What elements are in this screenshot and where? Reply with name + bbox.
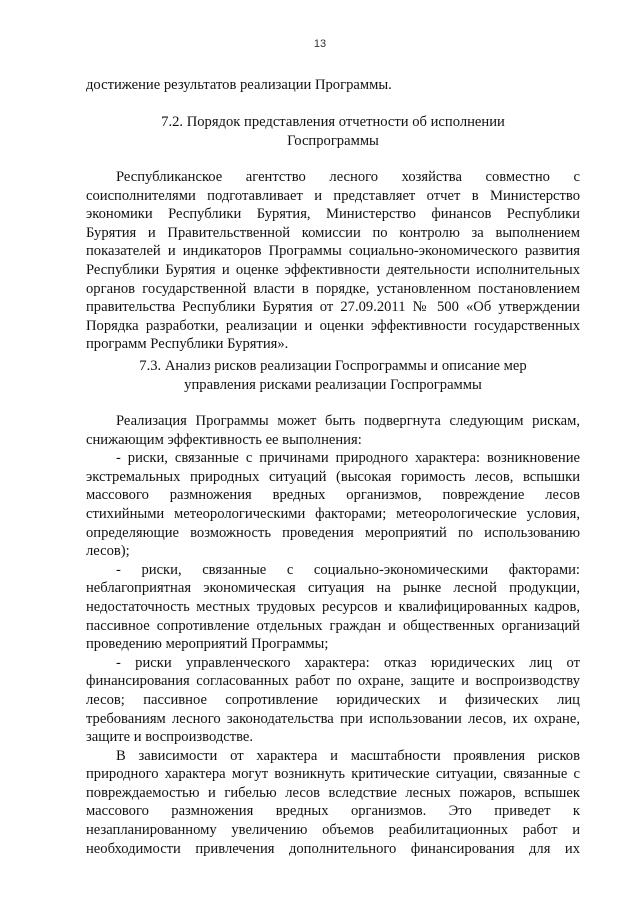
heading-line: Госпрограммы xyxy=(287,132,379,149)
risk-line: - риски, связанные с причинами природного характера: возникновение xyxy=(116,450,580,467)
risk-line: проведению мероприятий Программы; xyxy=(86,636,329,653)
paragraph-line: Реализация Программы может быть подвергнута следующим рискам, xyxy=(116,413,580,429)
risk-line: защите и воспроизводстве. xyxy=(86,729,254,746)
paragraph-line: Республиканское агентство лесного хозяйства совместно с xyxy=(116,169,580,185)
paragraph-line: правительства Республики Бурятия от 27.09.2011 № 500 «Об утверждении xyxy=(86,299,580,316)
section-7-3-body xyxy=(86,412,580,858)
section-7-2-heading xyxy=(86,113,580,150)
page-number: 13 xyxy=(313,38,327,50)
paragraph-line: программ Республики Бурятия». xyxy=(86,336,289,353)
paragraph-line: незапланированному увеличению объемов реабилитационных работ и xyxy=(86,822,580,839)
risk-line: финансирования согласованных работ по охране, защите и воспроизводству xyxy=(86,673,580,690)
paragraph-line: Бурятия и Правительственной комиссии по контролю за выполнением xyxy=(86,224,580,241)
risk-line: экстремальных природных ситуаций (высокая горимость лесов, вспышки xyxy=(86,468,580,485)
section-7-2-paragraph xyxy=(86,168,580,354)
risk-line: неблагоприятная экономическая ситуация на рынке лесной продукции, xyxy=(86,580,580,597)
risk-line: стихийными метеорологическими факторами; метеорологические условия, xyxy=(86,505,580,522)
risk-line: пассивное сопротивление отдельных граждан и общественных организаций xyxy=(86,617,580,634)
paragraph-line: необходимости привлечения дополнительного финансирования для их xyxy=(86,840,580,857)
heading-line: управления рисками реализации Госпрограммы xyxy=(184,376,482,393)
paragraph-line: В зависимости от характера и масштабности проявления рисков xyxy=(116,747,580,764)
section-7-3-heading xyxy=(86,357,580,394)
risk-line: требованиям лесного законодательства при использовании лесов, их охране, xyxy=(86,710,580,727)
risk-line: массового размножения вредных организмов, повреждение лесов xyxy=(86,487,580,504)
intro-line: достижение результатов реализации Программы. xyxy=(86,77,392,93)
paragraph-line: Республики Бурятия и оценке эффективности деятельности исполнительных xyxy=(86,261,580,278)
paragraph-line: повреждаемостью и гибелью лесов вследствие лесных пожаров, вспышек xyxy=(86,784,580,801)
risk-line: лесов); xyxy=(86,543,130,560)
paragraph-line: Порядка разработки, реализации и оценки эффективности государственных xyxy=(86,317,580,334)
paragraph-line: органов государственной власти в порядке, установленном постановлением xyxy=(86,280,580,297)
risk-line: недостаточность местных трудовых ресурсов и квалифицированных кадров, xyxy=(86,598,580,615)
risk-line: определяющие возможность проведения мероприятий по использованию xyxy=(86,524,580,541)
paragraph-line: соисполнителями подготавливает и представляет отчет в Министерство xyxy=(86,187,580,204)
heading-line: 7.2. Порядок представления отчетности об исполнении xyxy=(161,114,505,130)
paragraph-line: экономики Республики Бурятия, Министерство финансов Республики xyxy=(86,206,580,223)
paragraph-line: природного характера могут возникнуть критические ситуации, связанные с xyxy=(86,766,580,783)
risk-line: - риски управленческого характера: отказ юридических лиц от xyxy=(116,654,580,671)
risk-line: лесов; пассивное сопротивление юридических и физических лиц xyxy=(86,691,580,708)
intro-line-block xyxy=(86,76,580,95)
paragraph-line: снижающим эффективность ее выполнения: xyxy=(86,431,362,448)
risk-line: - риски, связанные с социально-экономическими факторами: xyxy=(116,561,580,578)
paragraph-line: массового размножения вредных организмов. Это приведет к xyxy=(86,803,580,820)
heading-line: 7.3. Анализ рисков реализации Госпрограммы и описание мер xyxy=(139,358,527,374)
paragraph-line: показателей и индикаторов Программы социально-экономического развития xyxy=(86,243,580,260)
